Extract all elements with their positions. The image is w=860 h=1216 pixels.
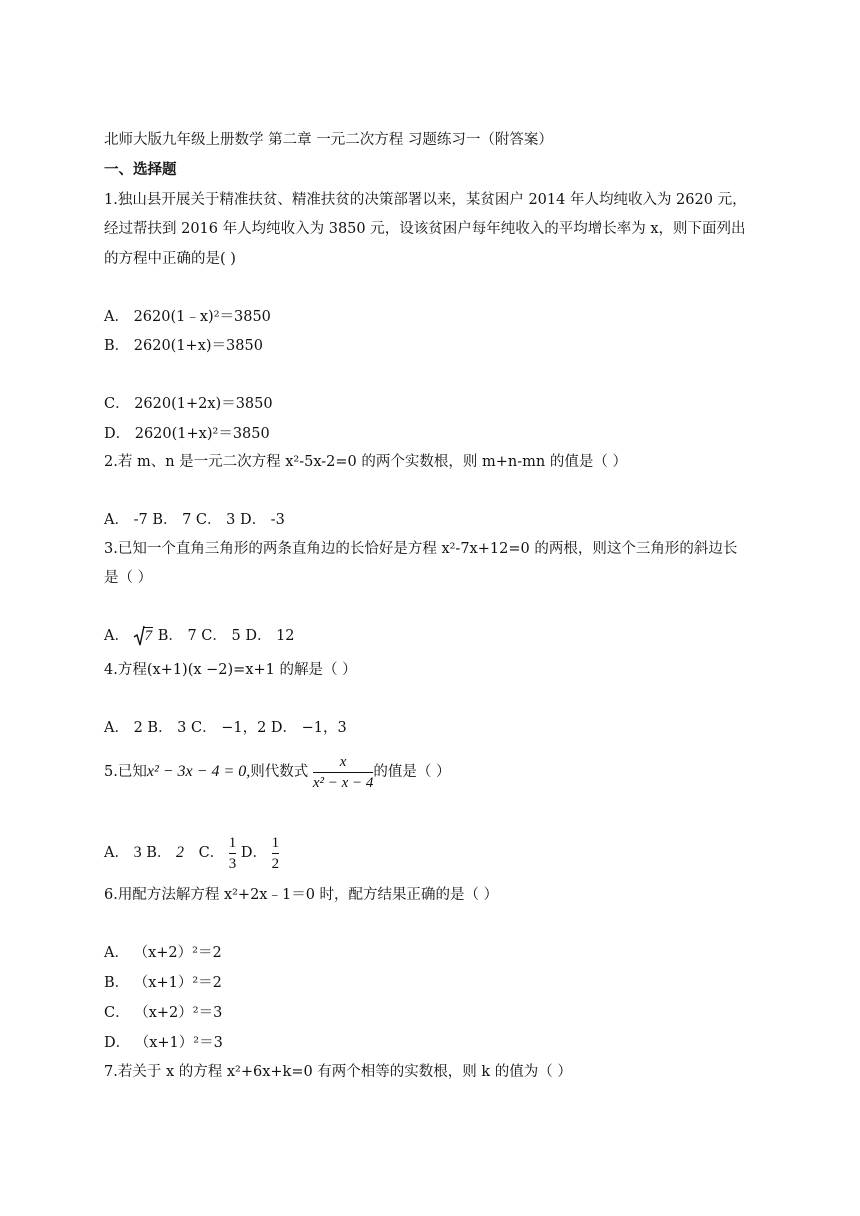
q5-option-b-label: B． — [141, 845, 172, 861]
q5-middle: 则代数式 — [250, 764, 309, 780]
q3-options — [104, 626, 295, 646]
q5-option-c-denominator: 3 — [228, 855, 237, 872]
document-title: 北师大版九年级上册数学 第二章 一元二次方程 习题练习一（附答案） — [104, 132, 553, 148]
q1-option-d: D． 2620(1+x)²＝3850 — [104, 426, 270, 442]
q1-stem-line-1: 1.独山县开展关于精准扶贫、精准扶贫的决策部署以来，某贫困户 2014 年人均纯收入为 2620 元， — [104, 192, 747, 208]
q1-stem-line-2: 经过帮扶到 2016 年人均纯收入为 3850 元，设该贫困户每年纯收入的平均增长率为 x，则下面列出 — [104, 221, 746, 237]
q5-option-c-label: C． — [198, 845, 225, 861]
q5-fraction-denominator: x² − x − 4 — [312, 774, 374, 791]
q4-stem: 4.方程(x+1)(x −2)=x+1 的解是（ ） — [104, 662, 357, 678]
q5-fraction-numerator: x — [339, 753, 347, 770]
q6-option-a: A． （x+2）²＝2 — [104, 945, 222, 961]
q2-stem: 2.若 m、n 是一元二次方程 x²-5x-2=0 的两个实数根，则 m+n-mn 的值是（ ） — [104, 454, 627, 470]
q6-option-d: D． （x+1）²＝3 — [104, 1035, 223, 1051]
q5-suffix: 的值是（ ） — [373, 764, 451, 780]
q1-option-a: A． 2620(1﹣x)²＝3850 — [104, 309, 271, 325]
q7-stem: 7.若关于 x 的方程 x²+6x+k=0 有两个相等的实数根，则 k 的值为（ ） — [104, 1064, 572, 1080]
q5-option-d-numerator: 1 — [271, 834, 280, 851]
q2-options: A． -7 B． 7 C． 3 D． -3 — [104, 512, 285, 528]
q3-options-rest: B． 7 C． 5 D． 12 — [157, 628, 295, 644]
q3-option-a-label: A． — [104, 628, 129, 644]
q5-option-d-label: D． — [236, 845, 268, 861]
q1-option-b: B． 2620(1+x)＝3850 — [104, 338, 263, 354]
q1-option-c: C． 2620(1+2x)＝3850 — [104, 396, 273, 412]
radical-sign-icon — [133, 625, 145, 647]
q5-fraction — [313, 753, 374, 792]
q5-option-a-value: 3 — [133, 844, 142, 861]
q5-prefix: 5.已知 — [104, 764, 147, 780]
q5-stem — [104, 752, 451, 792]
q5-option-d-fraction — [272, 834, 280, 873]
q5-options — [104, 833, 279, 873]
q5-option-c-numerator: 1 — [228, 834, 237, 851]
section-heading: 一、选择题 — [104, 161, 177, 178]
q5-option-b-value: 2 — [175, 844, 184, 861]
q6-option-c: C． （x+2）²＝3 — [104, 1005, 223, 1021]
q5-option-d-denominator: 2 — [271, 855, 280, 872]
q3-stem-line-2: 是（ ） — [104, 570, 153, 586]
q3-stem-line-1: 3.已知一个直角三角形的两条直角边的长恰好是方程 x²-7x+12=0 的两根，则这个三角形的斜边长 — [104, 541, 738, 557]
q5-equation: x² − 3x − 4 = 0, — [146, 763, 251, 780]
q3-radicand: 7 — [144, 628, 153, 644]
q4-options: A． 2 B． 3 C． −1，2 D． −1，3 — [104, 720, 347, 736]
q5-option-a-label: A． — [104, 845, 129, 861]
q3-sqrt-expression — [134, 626, 154, 646]
q6-option-b: B． （x+1）²＝2 — [104, 975, 222, 991]
q6-stem: 6.用配方法解方程 x²+2x﹣1＝0 时，配方结果正确的是（ ） — [104, 887, 499, 903]
q1-stem-line-3: 的方程中正确的是( ) — [104, 251, 236, 267]
